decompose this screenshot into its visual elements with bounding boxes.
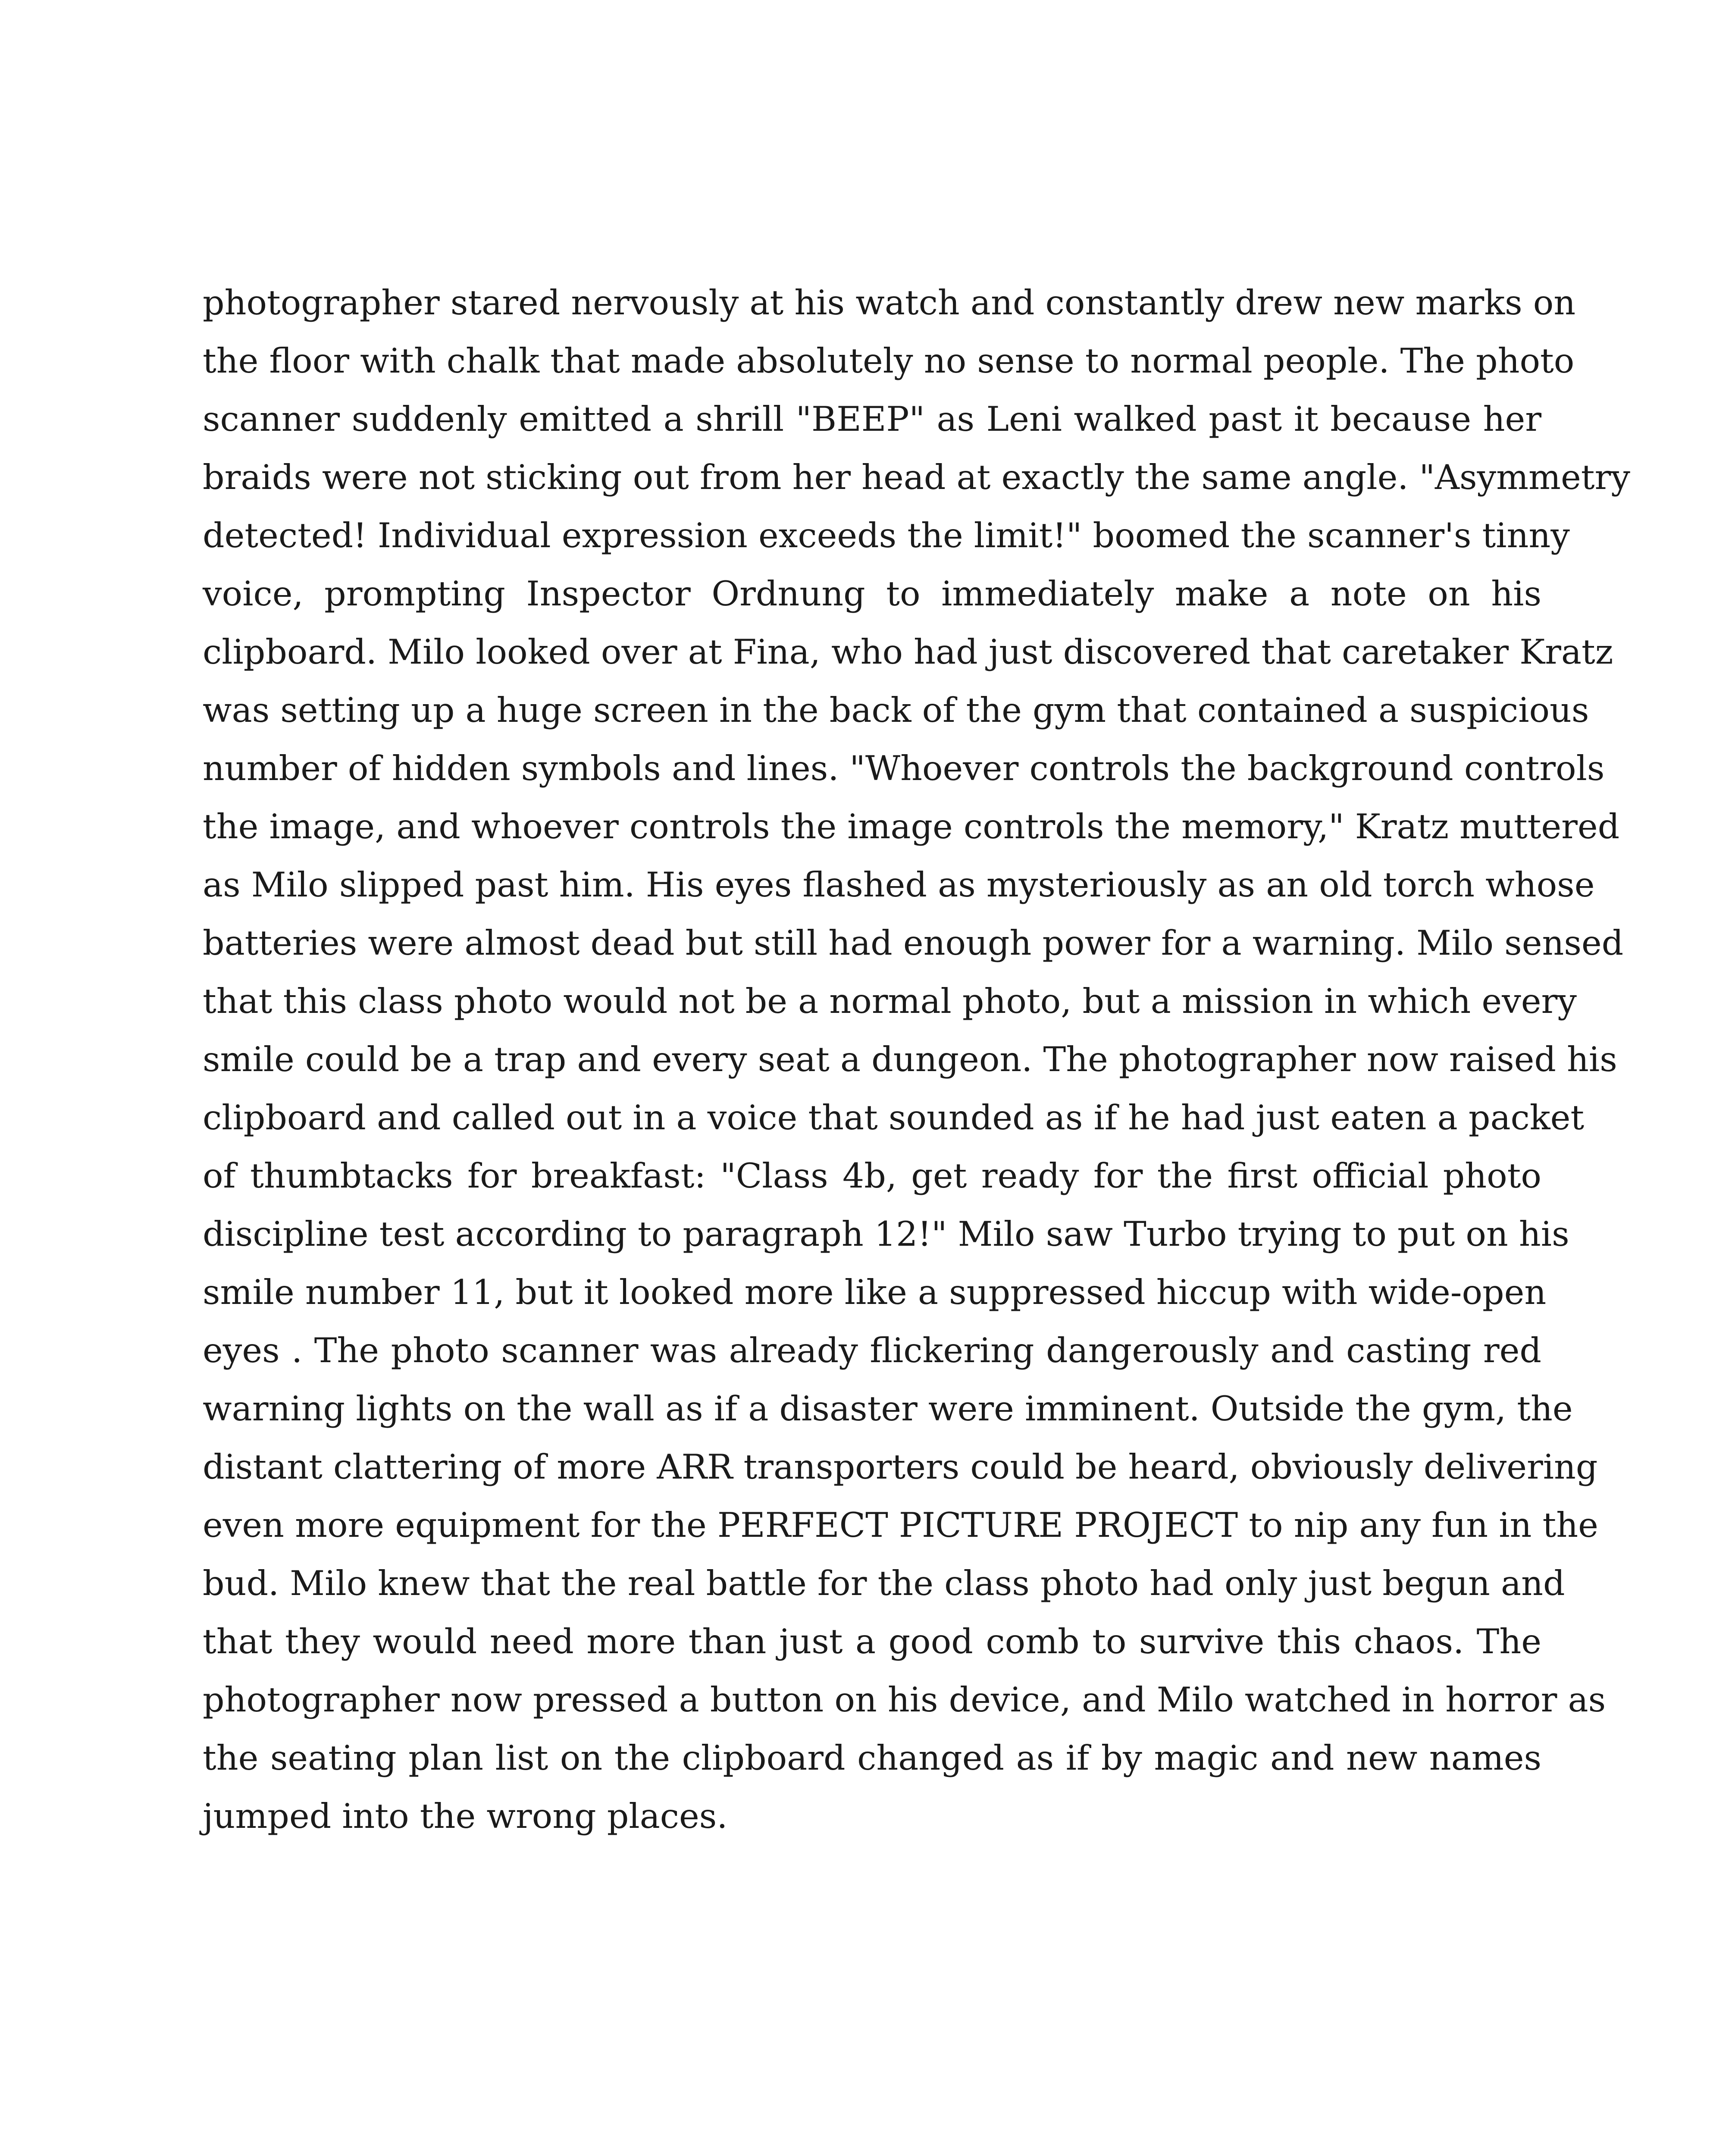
body-paragraph xyxy=(203,274,1630,1846)
text-line: photographer stared nervously at his watch and constantly drew new marks on xyxy=(203,283,1576,323)
text-line: discipline test according to paragraph 12!" Milo saw Turbo trying to put on his xyxy=(203,1214,1569,1254)
text-line: voice, prompting Inspector Ordnung to immediately make a note on his xyxy=(203,574,1541,614)
text-line: number of hidden symbols and lines. "Whoever controls the background controls xyxy=(203,749,1605,788)
text-line: smile could be a trap and every seat a dungeon. The photographer now raised his xyxy=(203,1040,1617,1079)
text-line: jumped into the wrong places. xyxy=(203,1796,728,1836)
text-line: smile number 11, but it looked more like a suppressed hiccup with wide-open xyxy=(203,1272,1547,1312)
text-line: was setting up a huge screen in the back of the gym that contained a suspicious xyxy=(203,690,1589,730)
text-line: warning lights on the wall as if a disaster were imminent. Outside the gym, the xyxy=(203,1389,1573,1429)
text-line: that this class photo would not be a normal photo, but a mission in which every xyxy=(203,981,1577,1021)
text-line: of thumbtacks for breakfast: "Class 4b, get ready for the first official photo xyxy=(203,1156,1541,1196)
text-line: clipboard and called out in a voice that sounded as if he had just eaten a packet xyxy=(203,1098,1585,1138)
text-line: bud. Milo knew that the real battle for the class photo had only just begun and xyxy=(203,1564,1565,1603)
text-line: the floor with chalk that made absolutely no sense to normal people. The photo xyxy=(203,341,1575,381)
text-line: batteries were almost dead but still had enough power for a warning. Milo sensed xyxy=(203,923,1624,963)
text-line: photographer now pressed a button on his device, and Milo watched in horror as xyxy=(203,1680,1606,1720)
text-line: even more equipment for the PERFECT PICTURE PROJECT to nip any fun in the xyxy=(203,1505,1598,1545)
text-line: braids were not sticking out from her head at exactly the same angle. "Asymmetry xyxy=(203,458,1630,497)
text-line: clipboard. Milo looked over at Fina, who had just discovered that caretaker Kratz xyxy=(203,632,1613,672)
text-line: eyes . The photo scanner was already flickering dangerously and casting red xyxy=(203,1331,1541,1370)
text-line: detected! Individual expression exceeds the limit!" boomed the scanner's tinny xyxy=(203,516,1570,555)
text-line: distant clattering of more ARR transporters could be heard, obviously delivering xyxy=(203,1447,1598,1487)
text-line: that they would need more than just a good comb to survive this chaos. The xyxy=(203,1622,1541,1661)
text-line: the image, and whoever controls the image controls the memory," Kratz muttered xyxy=(203,807,1620,846)
text-line: scanner suddenly emitted a shrill "BEEP" as Leni walked past it because her xyxy=(203,399,1541,439)
text-line: as Milo slipped past him. His eyes flashed as mysteriously as an old torch whose xyxy=(203,865,1595,905)
text-line: the seating plan list on the clipboard changed as if by magic and new names xyxy=(203,1738,1541,1778)
